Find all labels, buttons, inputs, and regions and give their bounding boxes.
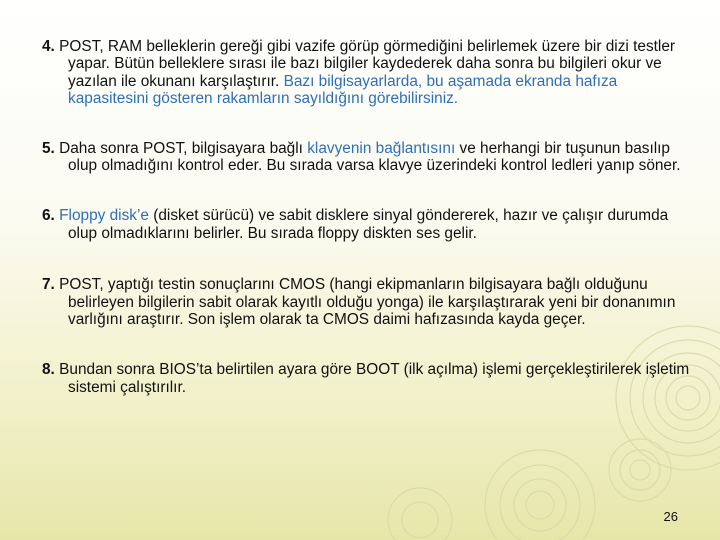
content (42, 38, 692, 412)
list-item (42, 361, 692, 396)
list-item (42, 38, 692, 108)
item-text: Bundan sonra BIOS’ta belirtilen ayara göre BOOT (ilk açılma) işlemi gerçekleştirilerek işletim sistemi çalıştırılır. (59, 361, 690, 396)
item-highlight: Floppy disk’e (59, 207, 149, 225)
item-text-end: ve herhangi bir tuşunun basılıp olup olmadığını kontrol eder. Bu sırada varsa klavye üzerindeki kontrol ledleri yanıp söner. (68, 139, 681, 175)
item-text: POST, RAM belleklerin gereği gibi vazife görüp görmediğini belirlemek üzere bir dizi testler yapar. Bütün belleklere sırası ile bazı bilgiler kaydederek daha sonra bu bilgileri okur ve yazılan ile okunanı karşılaştırır. (59, 38, 676, 90)
list-item (42, 276, 692, 328)
item-number: 4. (42, 38, 55, 55)
item-text-end: (disket sürücü) ve sabit disklere sinyal göndererek, hazır ve çalışır durumda olup olmadıklarını belirler. Bu sırada floppy diskten ses gelir. (68, 207, 669, 242)
item-highlight: klavyenin bağlantısını (307, 139, 456, 157)
item-number: 6. (42, 207, 55, 225)
list-item (42, 140, 692, 175)
item-highlight: Bazı bilgisayarlarda, bu aşamada ekranda hafıza kapasitesini gösteren rakamların sayıldığını görebilirsiniz. (68, 72, 618, 108)
item-text: Daha sonra POST, bilgisayara bağlı (59, 139, 308, 157)
list-item (42, 207, 692, 242)
item-number: 7. (42, 276, 55, 294)
item-number: 5. (42, 139, 55, 157)
item-number: 8. (42, 361, 55, 379)
page-number: 26 (663, 509, 678, 524)
item-text: POST, yaptığı testin sonuçlarını CMOS (hangi ekipmanların bilgisayara bağlı olduğunu belirleyen bilgilerin sabit olarak kayıtlı olduğu yonga) ile karşılaştırarak yeni bir donanımın varlığını araştırır. Son işlem olarak ta CMOS daimi hafızasında kayda geçer. (59, 276, 676, 329)
